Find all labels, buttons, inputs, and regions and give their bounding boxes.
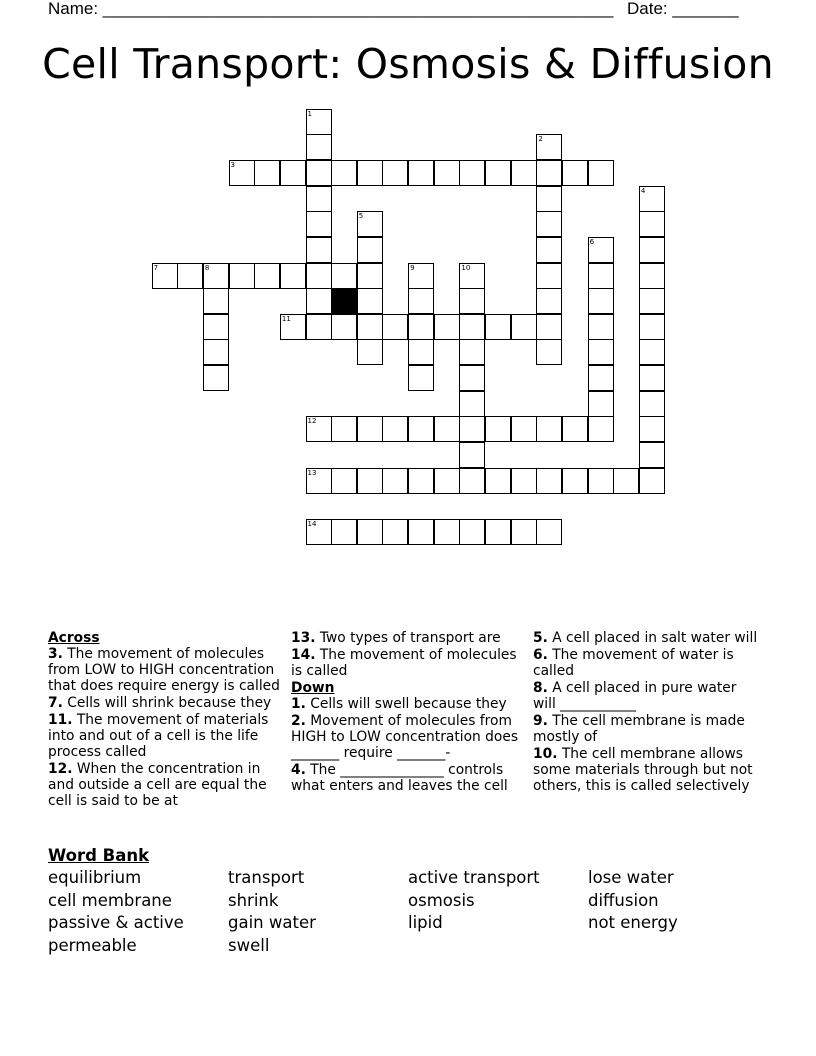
- crossword-cell[interactable]: [485, 519, 511, 545]
- crossword-cell[interactable]: [639, 442, 665, 468]
- crossword-cell[interactable]: [382, 160, 408, 186]
- crossword-cell[interactable]: [459, 314, 485, 340]
- crossword-cell[interactable]: [203, 288, 229, 314]
- crossword-cell[interactable]: [331, 263, 357, 289]
- crossword-cell[interactable]: [562, 468, 588, 494]
- crossword-cell[interactable]: [408, 263, 434, 289]
- crossword-cell[interactable]: [408, 416, 434, 442]
- crossword-cell[interactable]: [254, 160, 280, 186]
- crossword-cell[interactable]: [588, 416, 614, 442]
- crossword-cell[interactable]: [408, 288, 434, 314]
- clue-number: 8: [204, 263, 210, 272]
- word-bank-item: transport: [228, 868, 305, 887]
- clue-item: [291, 696, 526, 712]
- crossword-cell[interactable]: [382, 468, 408, 494]
- crossword-cell[interactable]: [382, 519, 408, 545]
- clue-item: [291, 647, 526, 679]
- crossword-cell[interactable]: [588, 365, 614, 391]
- clue-item: [48, 712, 283, 760]
- crossword-cell[interactable]: [306, 237, 332, 263]
- clue-number: 9: [410, 263, 415, 272]
- crossword-cell[interactable]: [639, 365, 665, 391]
- crossword-cell[interactable]: [536, 314, 562, 340]
- clue-number-label: 1.: [291, 696, 306, 712]
- crossword-cell[interactable]: [357, 288, 383, 314]
- clues-column-1: [48, 630, 283, 810]
- crossword-cell[interactable]: [306, 288, 332, 314]
- crossword-cell[interactable]: [536, 186, 562, 212]
- crossword-cell[interactable]: [331, 160, 357, 186]
- crossword-cell[interactable]: [588, 288, 614, 314]
- crossword-cell[interactable]: [306, 416, 332, 442]
- across-clue-list-continued: [291, 630, 526, 679]
- crossword-cell[interactable]: [357, 339, 383, 365]
- crossword-cell[interactable]: [562, 160, 588, 186]
- clue-text: Two types of transport are: [315, 630, 501, 646]
- clue-number-label: 13.: [291, 630, 316, 646]
- crossword-cell[interactable]: [459, 288, 485, 314]
- clues-column-3: [533, 630, 763, 795]
- clue-number-label: 4.: [291, 762, 306, 778]
- crossword-cell[interactable]: [434, 468, 460, 494]
- page-title: Cell Transport: Osmosis & Diffusion: [42, 40, 774, 88]
- clue-number-label: 14.: [291, 647, 316, 663]
- clue-text: Cells will shrink because they: [62, 695, 272, 711]
- clue-number: 11: [281, 314, 291, 323]
- clue-number: 10: [461, 263, 471, 272]
- crossword-cell[interactable]: [639, 391, 665, 417]
- clue-number-label: 10.: [533, 746, 558, 762]
- clue-item: [48, 761, 283, 809]
- crossword-cell[interactable]: [357, 263, 383, 289]
- clue-number: 5: [358, 212, 364, 221]
- crossword-cell[interactable]: [639, 211, 665, 237]
- clue-item: [533, 680, 763, 712]
- crossword-cell[interactable]: [306, 160, 332, 186]
- clue-text: The movement of molecules is called: [291, 647, 517, 679]
- word-bank-item: osmosis: [408, 891, 475, 910]
- crossword-cell[interactable]: [382, 416, 408, 442]
- word-bank-item: cell membrane: [48, 891, 172, 910]
- crossword-cell[interactable]: [639, 263, 665, 289]
- crossword-cell[interactable]: [588, 160, 614, 186]
- crossword-cell[interactable]: [639, 314, 665, 340]
- crossword-cell[interactable]: [306, 186, 332, 212]
- word-bank-heading: Word Bank: [48, 846, 150, 865]
- crossword-cell[interactable]: [331, 519, 357, 545]
- clue-number-label: 12.: [48, 761, 73, 777]
- crossword-cell[interactable]: [536, 339, 562, 365]
- clue-number-label: 11.: [48, 712, 73, 728]
- clue-number-label: 3.: [48, 646, 63, 662]
- crossword-cell[interactable]: [485, 416, 511, 442]
- crossword-cell[interactable]: [459, 442, 485, 468]
- crossword-cell[interactable]: [536, 416, 562, 442]
- crossword-cell[interactable]: [639, 186, 665, 212]
- clue-number: 12: [307, 417, 317, 426]
- crossword-cell[interactable]: [434, 519, 460, 545]
- crossword-cell[interactable]: [459, 160, 485, 186]
- clue-text: A cell placed in salt water will: [547, 630, 758, 646]
- word-bank-item: lipid: [408, 913, 443, 932]
- clue-number: 6: [589, 237, 595, 246]
- crossword-cell[interactable]: [511, 160, 537, 186]
- crossword-cell[interactable]: [511, 519, 537, 545]
- crossword-cell[interactable]: [357, 468, 383, 494]
- word-bank-item: active transport: [408, 868, 540, 887]
- crossword-cell[interactable]: [306, 134, 332, 160]
- crossword-cell[interactable]: [434, 416, 460, 442]
- crossword-cell[interactable]: [203, 339, 229, 365]
- crossword-cell[interactable]: [588, 237, 614, 263]
- crossword-cell[interactable]: [536, 288, 562, 314]
- crossword-cell[interactable]: [254, 263, 280, 289]
- crossword-cell[interactable]: [536, 160, 562, 186]
- crossword-cell[interactable]: [536, 468, 562, 494]
- date-field-label[interactable]: Date: _______: [627, 0, 739, 18]
- clue-item: [533, 713, 763, 745]
- crossword-cell[interactable]: [280, 314, 306, 340]
- clue-number-label: 6.: [533, 647, 548, 663]
- clue-number: 1: [307, 109, 312, 118]
- clue-text: The movement of materials into and out of a cell is the life process called: [48, 712, 269, 760]
- clue-number-label: 5.: [533, 630, 548, 646]
- crossword-cell[interactable]: [152, 263, 178, 289]
- crossword-cell[interactable]: [177, 263, 203, 289]
- crossword-cell[interactable]: [357, 211, 383, 237]
- crossword-cell[interactable]: [382, 314, 408, 340]
- crossword-cell[interactable]: [306, 211, 332, 237]
- clue-item: [533, 630, 763, 646]
- down-clue-list: [291, 696, 526, 794]
- crossword-cell[interactable]: [639, 237, 665, 263]
- crossword-cell[interactable]: [203, 314, 229, 340]
- crossword-cell[interactable]: [639, 288, 665, 314]
- clue-item: [48, 695, 283, 711]
- crossword-cell[interactable]: [588, 339, 614, 365]
- word-bank-item: passive & active: [48, 913, 184, 932]
- crossword-cell[interactable]: [331, 416, 357, 442]
- crossword-cell[interactable]: [229, 263, 255, 289]
- crossword-cell[interactable]: [357, 314, 383, 340]
- crossword-cell[interactable]: [485, 468, 511, 494]
- clue-item: [48, 646, 283, 694]
- crossword-cell[interactable]: [203, 365, 229, 391]
- crossword-cell[interactable]: [459, 391, 485, 417]
- crossword-cell[interactable]: [357, 519, 383, 545]
- crossword-cell[interactable]: [306, 109, 332, 135]
- crossword-cell[interactable]: [588, 468, 614, 494]
- crossword-cell[interactable]: [459, 519, 485, 545]
- crossword-cell[interactable]: [306, 263, 332, 289]
- clue-text: A cell placed in pure water will ___________: [533, 680, 737, 712]
- crossword-cell[interactable]: [408, 519, 434, 545]
- crossword-cell[interactable]: [306, 519, 332, 545]
- crossword-cell[interactable]: [203, 263, 229, 289]
- clue-item: [291, 713, 526, 761]
- crossword-cell[interactable]: [280, 160, 306, 186]
- word-bank-item: not energy: [588, 913, 678, 932]
- crossword-cell[interactable]: [331, 314, 357, 340]
- clue-number: 14: [307, 520, 317, 528]
- crossword-cell[interactable]: [408, 365, 434, 391]
- word-bank-item: equilibrium: [48, 868, 142, 887]
- clue-number-label: 9.: [533, 713, 548, 729]
- crossword-cell[interactable]: [536, 211, 562, 237]
- crossword-cell[interactable]: [408, 314, 434, 340]
- crossword-cell[interactable]: [434, 314, 460, 340]
- word-bank-item: diffusion: [588, 891, 659, 910]
- name-field-label[interactable]: Name: ______________________________________________________: [48, 0, 614, 18]
- crossword-cell[interactable]: [357, 416, 383, 442]
- crossword-cell[interactable]: [511, 314, 537, 340]
- crossword-cell[interactable]: [306, 468, 332, 494]
- clue-number-label: 7.: [48, 695, 63, 711]
- clue-item: [291, 630, 526, 646]
- crossword-cell[interactable]: [639, 339, 665, 365]
- crossword-cell[interactable]: [408, 468, 434, 494]
- crossword-cell[interactable]: [459, 416, 485, 442]
- crossword-cell[interactable]: [408, 339, 434, 365]
- clue-number-label: 2.: [291, 713, 306, 729]
- across-heading: Across: [48, 630, 100, 646]
- crossword-cell[interactable]: [459, 468, 485, 494]
- crossword-cell[interactable]: [639, 416, 665, 442]
- crossword-cell[interactable]: [408, 160, 434, 186]
- crossword-cell[interactable]: [536, 519, 562, 545]
- crossword-cell[interactable]: [511, 416, 537, 442]
- down-heading: Down: [291, 680, 335, 696]
- crossword-cell[interactable]: [613, 468, 639, 494]
- crossword-cell[interactable]: [306, 314, 332, 340]
- clue-text: Cells will swell because they: [305, 696, 507, 712]
- crossword-cell[interactable]: [588, 263, 614, 289]
- crossword-cell[interactable]: [536, 134, 562, 160]
- clue-text: When the concentration in and outside a cell are equal the cell is said to be at: [48, 761, 267, 809]
- crossword-cell[interactable]: [588, 314, 614, 340]
- clue-number: 3: [230, 160, 235, 169]
- crossword-cell[interactable]: [357, 237, 383, 263]
- clue-text: The _______________ controls what enters and leaves the cell: [291, 762, 508, 794]
- clue-number: 13: [307, 468, 317, 477]
- crossword-cell[interactable]: [459, 339, 485, 365]
- clue-number: 2: [538, 135, 543, 144]
- word-bank-item: shrink: [228, 891, 279, 910]
- crossword-cell[interactable]: [229, 160, 255, 186]
- word-bank-item: gain water: [228, 913, 316, 932]
- clue-text: The movement of water is called: [533, 647, 734, 679]
- clue-item: [533, 746, 763, 794]
- crossword-cell[interactable]: [459, 263, 485, 289]
- crossword-cell[interactable]: [536, 237, 562, 263]
- clue-number: 7: [153, 263, 159, 272]
- crossword-cell[interactable]: [434, 160, 460, 186]
- crossword-cell[interactable]: [562, 416, 588, 442]
- word-bank-item: lose water: [588, 868, 674, 887]
- across-clue-list: [48, 646, 283, 809]
- crossword-cell[interactable]: [357, 160, 383, 186]
- crossword-cell[interactable]: [511, 468, 537, 494]
- crossword-cell[interactable]: [588, 391, 614, 417]
- clue-text: The cell membrane is made mostly of: [533, 713, 745, 745]
- clue-item: [533, 647, 763, 679]
- crossword-cell[interactable]: [485, 160, 511, 186]
- blocked-cell: [331, 288, 357, 314]
- word-bank-item: permeable: [48, 936, 137, 955]
- clue-number-label: 8.: [533, 680, 548, 696]
- clue-text: The movement of molecules from LOW to HIGH concentration that does require energy is called: [48, 646, 280, 694]
- crossword-cell[interactable]: [331, 468, 357, 494]
- crossword-cell[interactable]: [485, 314, 511, 340]
- clue-number: 4: [640, 186, 646, 195]
- clue-text: The cell membrane allows some materials through but not others, this is called selectively: [533, 746, 753, 794]
- word-bank-item: swell: [228, 936, 270, 955]
- clue-text: Movement of molecules from HIGH to LOW concentration does _______ require _______-: [291, 713, 519, 761]
- crossword-cell[interactable]: [280, 263, 306, 289]
- crossword-cell[interactable]: [459, 365, 485, 391]
- crossword-cell[interactable]: [536, 263, 562, 289]
- down-clue-list-continued: [533, 630, 763, 794]
- clues-column-2: [291, 630, 526, 795]
- crossword-cell[interactable]: [639, 468, 665, 494]
- clue-item: [291, 762, 526, 794]
